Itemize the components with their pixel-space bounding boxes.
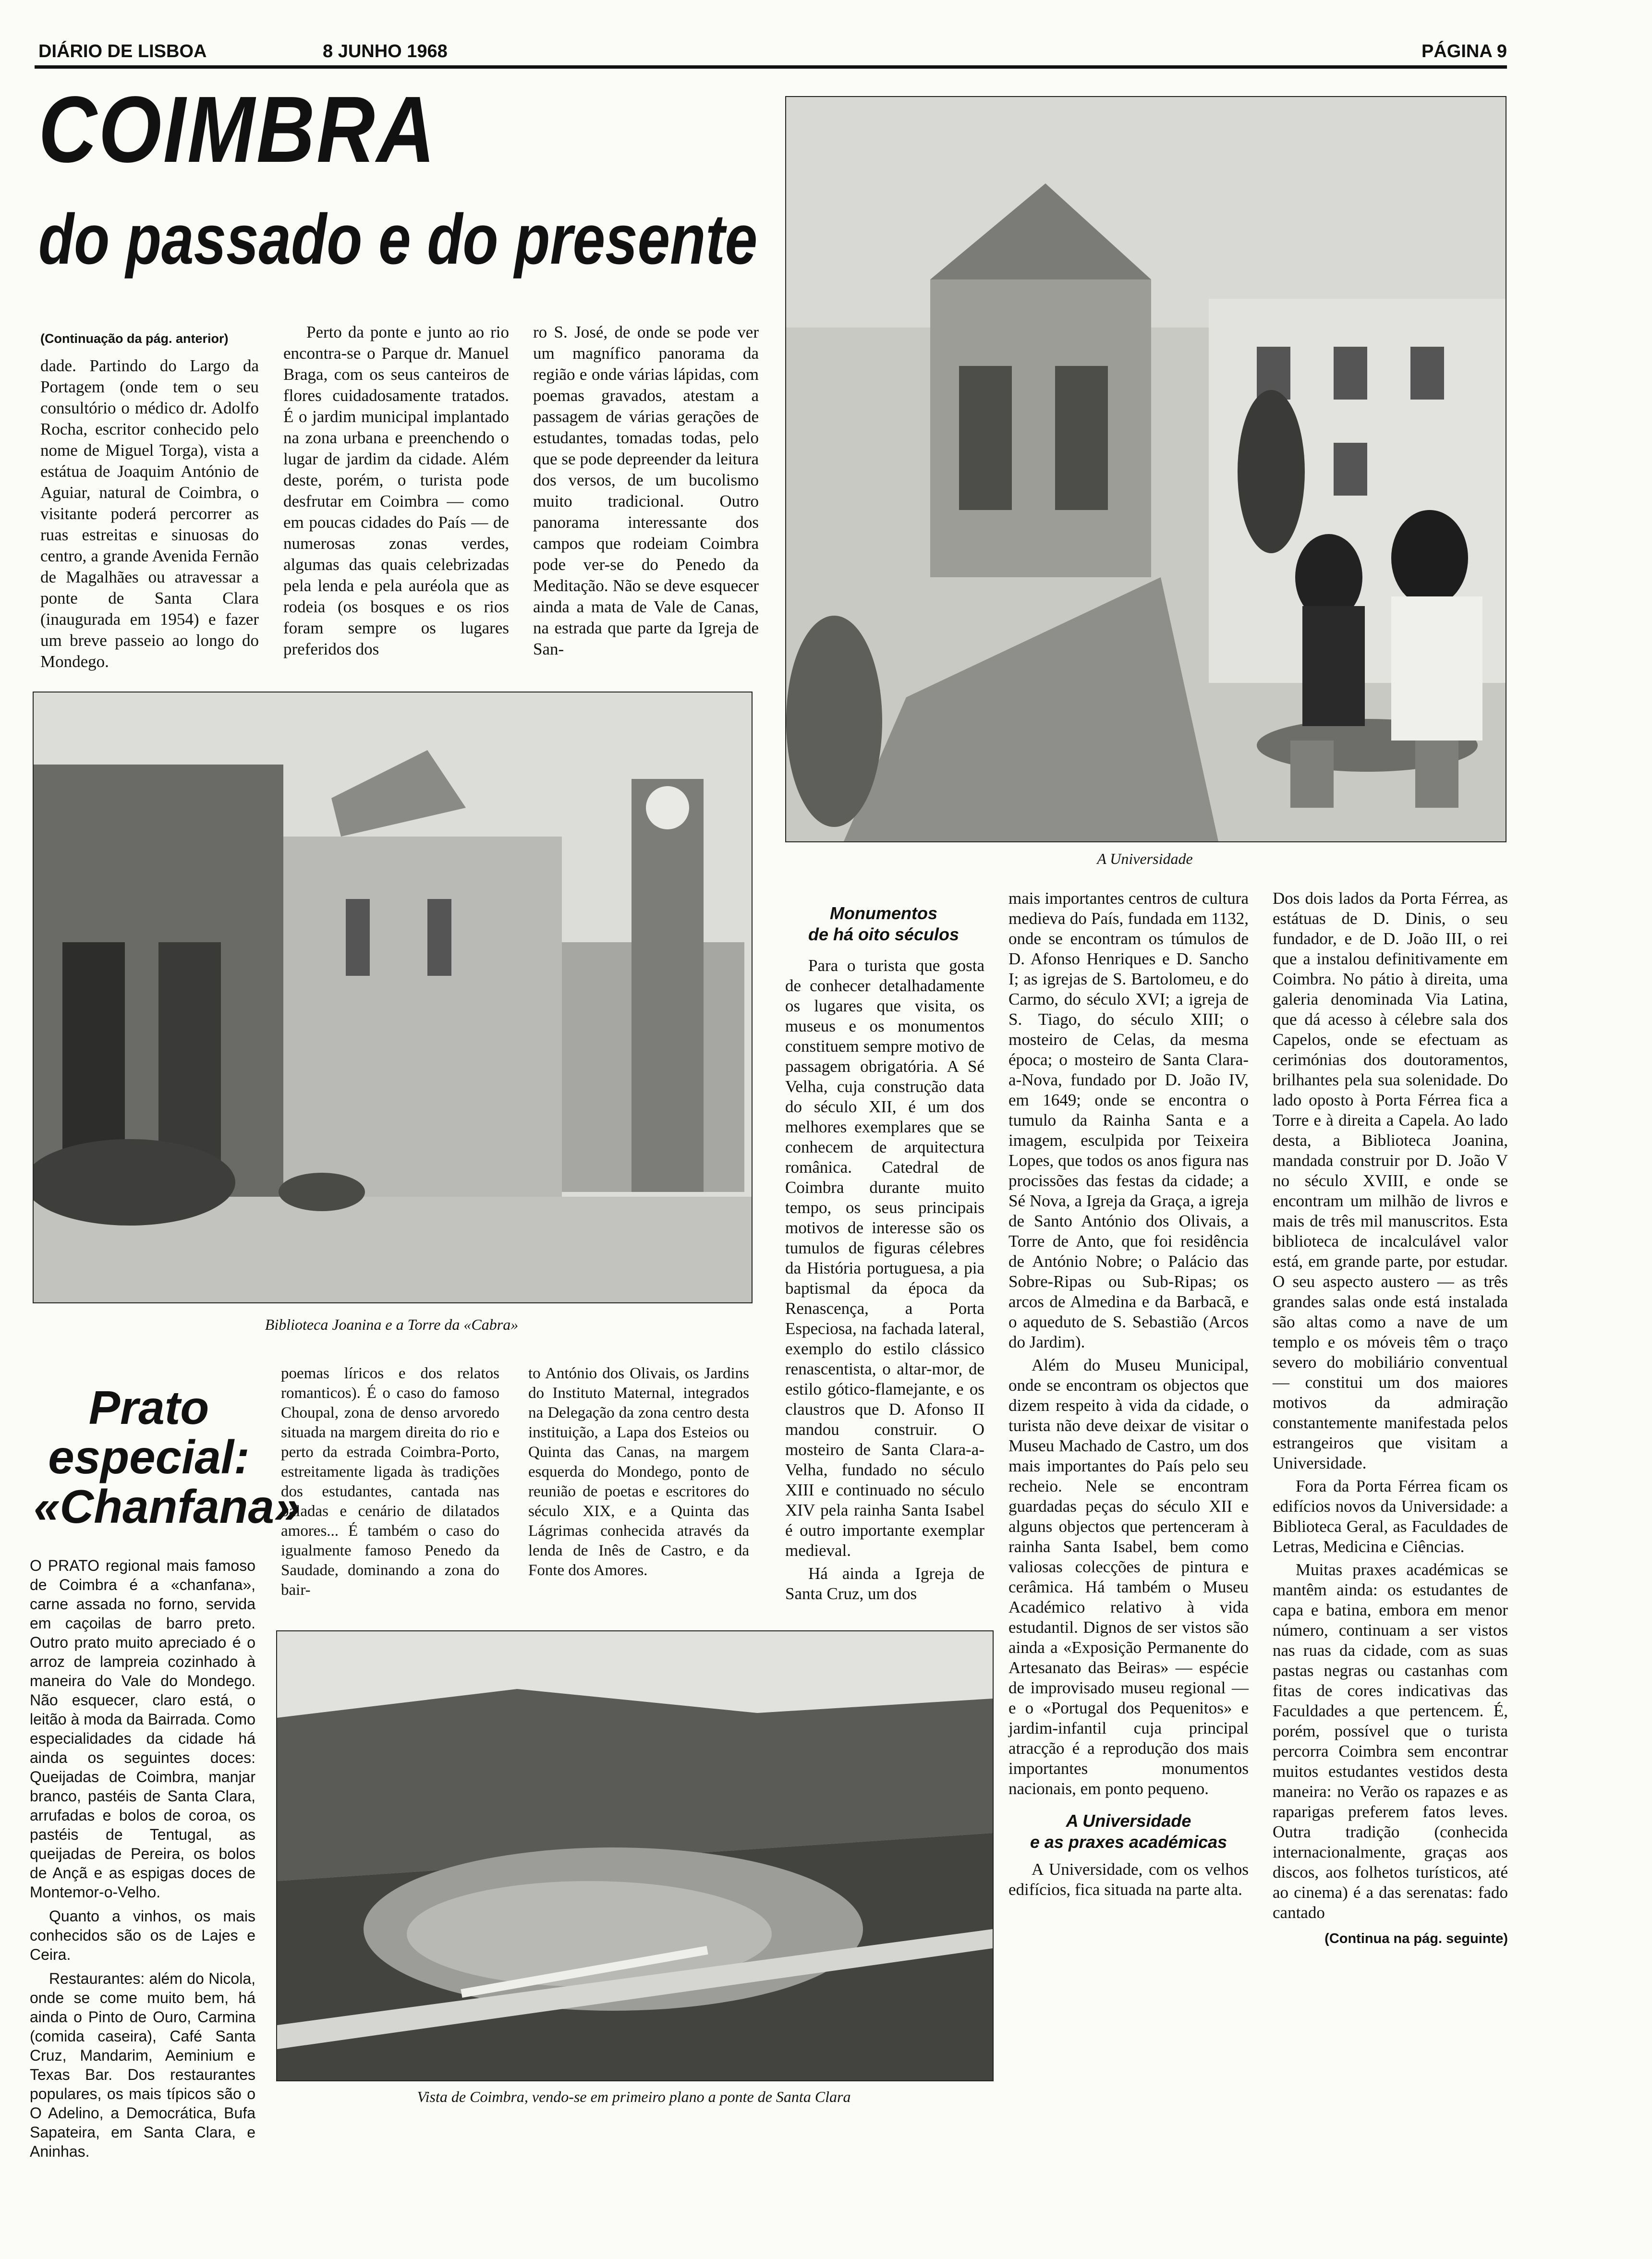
- monumentos-heading: [788, 903, 980, 945]
- universidade-caption: A Universidade: [1097, 850, 1193, 867]
- middle-col-a-text: poemas líricos e dos relatos romanticos). É o caso do famoso Choupal, zona de denso arvoredo situada na margem direita do rio e perto da estrada Coimbra-Porto, estreitamente ligada às tradições dos estudantes, cantada nas baladas e cenário de dilatados amores... É também o caso do igualmente famoso Penedo da Saudade, dominando a zona do bair-: [281, 1365, 499, 1599]
- vista-illustration: [277, 1631, 993, 2080]
- biblioteca-photo: [33, 692, 753, 1303]
- column-6-paragraph-1: Dos dois lados da Porta Férrea, as estátuas de D. Dinis, o seu fundador, e de D. João III, o rei que a instalou definitivamente em Coimbra. No pátio à direita, uma galeria denominada Via Latina, que dá acesso à célebre sala dos Capelos, onde se efectuam as cerimónias dos doutoramentos, brilhantes pela sua solenidade. Do lado oposto à Porta Férrea fica a Torre e à direita a Capela. Ao lado desta, a Biblioteca Joanina, mandada construir por D. João V no século XVIII, e onde se encontram um milhão de livros e mais de três mil manuscritos. Esta biblioteca de incalculável valor está, em grande parte, por estudar. O seu aspecto austero — as três grandes salas onde está instalada são altas como a nave de um templo e os móveis têm o traço severo do mobiliário conventual — constitui um dos maiores motivos da admiração constantemente manifestada pelos estrangeiros que visitam a Universidade.: [1273, 889, 1508, 1472]
- monumentos-column: [785, 956, 984, 1607]
- biblioteca-illustration: [34, 692, 752, 1302]
- monumentos-heading-line2: de há oito séculos: [808, 924, 960, 944]
- vista-photo: [276, 1630, 994, 2081]
- prato-paragraph-3: Restaurantes: além do Nicola, onde se come muito bem, há ainda o Pinto de Ouro, Carmina (comida caseira), Café Santa Cruz, Mandarim, Aeminium e Texas Bar. Dos restaurantes populares, os mais típicos são o O Adelino, a Democrática, Bufa Sapateira, em Santa Clara, e Aninhas.: [30, 1970, 255, 2160]
- headline-title: COIMBRA: [38, 77, 437, 182]
- monumentos-paragraph-1: Para o turista que gosta de conhecer detalhadamente os lugares que visita, os museus e os monumentos constituem sempre motivo de passagem obrigatória. A Sé Velha, cuja construção data do século XII, é um dos melhores exemplares que se conhecem de arquitectura românica. Catedral de Coimbra durante muito tempo, os seus principais motivos de interesse são os tumulos de figuras célebres da História portuguesa, a pia baptismal da época da Renascença, a Porta Especiosa, na fachada lateral, exemplo do estilo clássico renascentista, o altar-mor, de estilo gótico-flamejante, e os claustros que D. Afonso II mandou construir. O mosteiro de Santa Clara-a-Velha, fundado no século XIII e continuado no século XIV pela rainha Santa Isabel é outro importante exemplar medieval.: [785, 956, 984, 1560]
- universidade-heading: [1008, 1810, 1249, 1853]
- prato-text-column: [30, 1556, 255, 2166]
- universidade-heading-line2: e as praxes académicas: [1030, 1832, 1227, 1852]
- prato-title-line2: especial:: [48, 1430, 250, 1483]
- prato-title-line1: Prato: [88, 1381, 209, 1434]
- column-5-paragraph-3: A Universidade, com os velhos edifícios, fica situada na parte alta.: [1008, 1860, 1249, 1899]
- intro-col1-text: dade. Partindo do Largo da Portagem (onde tem o seu consultório o médico dr. Adolfo Rocha, escritor conhecido pelo nome de Miguel Torga), vista a estátua de Joaquim António de Aguiar, natural de Coimbra, o visitante poderá percorrer as ruas estreitas e sinuosas do centro, a grande Avenida Fernão de Magalhães ou atravessar a ponte de Santa Clara (inaugurada em 1954) e fazer um breve passeio ao longo do Mondego.: [40, 356, 259, 671]
- universidade-photo: [785, 96, 1506, 842]
- page-number: PÁGINA 9: [1421, 41, 1507, 61]
- monumentos-heading-line1: Monumentos: [830, 903, 937, 923]
- vista-caption: Vista de Coimbra, vendo-se em primeiro plano a ponte de Santa Clara: [417, 2088, 851, 2105]
- biblioteca-caption: Biblioteca Joanina e a Torre da «Cabra»: [265, 1316, 519, 1333]
- headline-subtitle: do passado e do presente: [38, 200, 758, 279]
- intro-column-1: [40, 355, 259, 675]
- header-rule: [35, 65, 1507, 69]
- middle-column-b: [528, 1364, 749, 1583]
- universidade-heading-line1: A Universidade: [1066, 1811, 1191, 1831]
- intro-column-3: [533, 322, 759, 663]
- intro-col3-text: ro S. José, de onde se pode ver um magnífico panorama da região e onde várias lápidas, com poemas gravados, atestam a passagem de várias gerações de estudantes, tomadas todas, pelo que se pode depreender da leitura dos versos, de um bucolismo muito tradicional. Outro panorama interessante dos campos que rodeiam Coimbra pode ver-se do Penedo da Meditação. Não se deve esquecer ainda a mata de Vale de Canas, na estrada que parte da Igreja de San-: [533, 323, 759, 658]
- column-6-paragraph-2: Fora da Porta Férrea ficam os edifícios novos da Universidade: a Biblioteca Geral, as Faculdades de Letras, Medicina e Ciências.: [1273, 1477, 1508, 1556]
- column-5: [1008, 888, 1249, 1903]
- continued-next: (Continua na pág. seguinte): [1324, 1931, 1508, 1946]
- intro-col2-text: Perto da ponte e junto ao rio encontra-se o Parque dr. Manuel Braga, com os seus canteiros de flores cuidadosamente tratados. É o jardim municipal implantado na zona urbana e preenchendo o lugar de jardim da cidade. Além deste, porém, o turista pode desfrutar em Coimbra — como em poucas cidades do País — de numerosas zonas verdes, algumas das quais celebrizadas pela lenda e pela auréola que as rodeia (os bosques e os rios foram sempre os lugares preferidos dos: [283, 323, 509, 658]
- prato-paragraph-1: O PRATO regional mais famoso de Coimbra é a «chanfana», carne assada no forno, servida em caçoilas de barro preto. Outro prato muito apreciado é o arroz de lampreia cozinhado à maneira do Vale do Mondego. Não esquecer, claro está, o leitão à moda da Bairrada. Como especialidades da cidade há ainda os seguintes doces: Queijadas de Coimbra, manjar branco, pastéis de Santa Clara, arrufadas e bolos de coroa, os pastéis de Tentugal, as queijadas de Pereira, os bolos de Ançã e as espigas doces de Montemor-o-Velho.: [30, 1557, 255, 1901]
- intro-column-2: [283, 322, 509, 663]
- issue-date: 8 JUNHO 1968: [323, 41, 448, 61]
- prato-paragraph-2: Quanto a vinhos, os mais conhecidos são os de Lajes e Ceira.: [30, 1907, 255, 1963]
- middle-column-a: [281, 1364, 499, 1603]
- newspaper-name: DIÁRIO DE LISBOA: [38, 41, 207, 61]
- column-6-paragraph-3: Muitas praxes académicas se mantêm ainda: os estudantes de capa e batina, embora em menor número, continuam a ser vistos nas ruas da cidade, com as suas pastas negras ou castanhas com fitas de cores indicativas das Faculdades a que pertencem. É, porém, possível que o turista percorra Coimbra sem encontrar muitos estudantes vestidos desta maneira: no Verão os rapazes e as raparigas preferem fatos leves. Outra tradição (conhecida internacionalmente, graças aos discos, aos folhetos turísticos, até ao cinema) é a das serenatas: fado cantado: [1273, 1560, 1508, 1922]
- column-5-paragraph-2: Além do Museu Municipal, onde se encontram os objectos que dizem respeito à vida da cidade, o turista não deve deixar de visitar o Museu Machado de Castro, um dos mais importantes do País pelo seu recheio. Nele se encontram guardadas peças do século XII e alguns objectos que pertenceram à rainha Santa Isabel, bem como valiosas colecções de pintura e cerâmica. Há também o Museu Académico relativo à vida estudantil. Dignos de ser vistos são ainda a «Exposição Permanente do Artesanato das Beiras» — espécie de improvisado museu regional — e o «Portugal dos Pequenitos» e jardim-infantil cuja principal atracção é a reprodução dos mais importantes monumentos nacionais, em ponto pequeno.: [1008, 1356, 1249, 1798]
- middle-col-b-text: to António dos Olivais, os Jardins do Instituto Maternal, integrados na Delegação da zona centro desta instituição, a Lapa dos Esteios ou Quinta das Canas, na margem esquerda do Mondego, ponto de reunião de poetas e escritores do século XIX, e a Quinta das Lágrimas conhecida através da lenda de Inês de Castro, e da Fonte dos Amores.: [528, 1365, 749, 1579]
- column-5-paragraph-1: mais importantes centros de cultura medieva do País, fundada em 1132, onde se encontram os túmulos de D. Afonso Henriques e D. Sancho I; as igrejas de S. Bartolomeu, e do Carmo, do século XVI; a igreja de S. Tiago, do século XIII; o mosteiro de Celas, da mesma época; o mosteiro de Santa Clara-a-Nova, fundado por D. João IV, em 1649; onde se encontra o tumulo da Rainha Santa e a imagem, esculpida por Teixeira Lopes, que todos os anos figura nas procissões das festas da cidade; a Sé Nova, a Igreja da Graça, a igreja de Santo António dos Olivais, a Torre de Anto, que foi residência de António Nobre; o Palácio das Sobre-Ripas ou Sub-Ripas; os arcos de Almedina e da Barbacã, e o aqueduto de S. Sebastião (Arcos do Jardim).: [1008, 889, 1249, 1351]
- prato-title: [34, 1381, 301, 1533]
- prato-title-line3: «Chanfana»: [34, 1480, 301, 1533]
- continued-from: (Continuação da pág. anterior): [40, 331, 229, 346]
- universidade-illustration: [786, 97, 1506, 841]
- column-6: [1273, 888, 1508, 1949]
- monumentos-paragraph-2: Há ainda a Igreja de Santa Cruz, um dos: [785, 1564, 984, 1603]
